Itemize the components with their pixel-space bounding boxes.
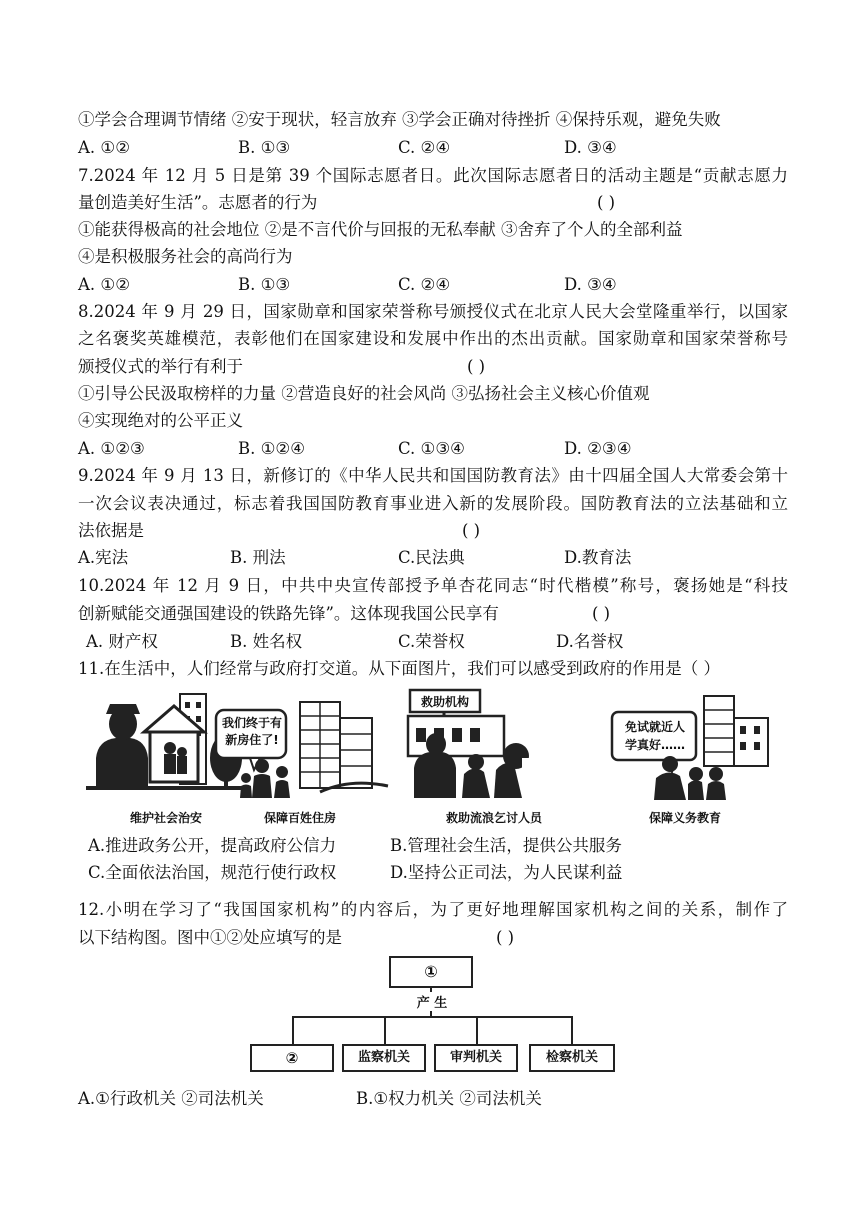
q12-stem-line2: 以下结构图。图中①②处应填写的是 ( ) (78, 926, 788, 950)
q10-answer-paren[interactable]: ( ) (592, 604, 611, 623)
q7-options (78, 273, 798, 297)
state-organs-chart (250, 956, 615, 1072)
q11-option-d[interactable]: D.坚持公正司法，为人民谋利益 (390, 863, 623, 882)
q10-stem-line2: 创新赋能交通强国建设的铁路先锋”。这体现我国公民享有 ( ) (78, 602, 788, 626)
q10-option-b[interactable]: B. 姓名权 (230, 632, 303, 651)
q9-stem-line3: 法依据是 ( ) (78, 519, 788, 543)
box-supervisory: 监察机关 (342, 1044, 426, 1072)
q11-illustration (86, 688, 776, 826)
q12-answer-paren[interactable]: ( ) (496, 928, 515, 947)
connector-line (571, 1016, 573, 1044)
q9-answer-paren[interactable]: ( ) (462, 521, 481, 540)
q7-stem-line2: 量创造美好生活”。志愿者的行为 ( ) (78, 191, 788, 215)
panel-housing (210, 688, 390, 826)
q12-option-a[interactable]: A.①行政机关 ②司法机关 (78, 1089, 264, 1108)
top-box-1: ① (389, 956, 473, 988)
produce-label: 产 生 (400, 992, 464, 1011)
q6-option-b[interactable]: B. ①③ (238, 138, 291, 157)
panel-caption: 保障义务教育 (648, 811, 721, 825)
q7-stem-line1: 7.2024 年 12 月 5 日是第 39 个国际志愿者日。此次国际志愿者日的活动主题是“贡献志愿力 (78, 166, 788, 185)
panel-caption: 保障百姓住房 (263, 811, 336, 825)
q9-stem-line2: 一次会议表决通过，标志着我国国防教育事业进入新的发展阶段。国防教育法的立法基础和立 (78, 494, 788, 513)
connector-line (292, 1016, 294, 1044)
housing-speech-bubble: 我们终于有 新房住了! (221, 716, 282, 747)
q9-option-c[interactable]: C.民法典 (398, 548, 465, 567)
connector-line (292, 1016, 572, 1018)
q8-option-a[interactable]: A. ①②③ (78, 439, 145, 458)
q6-option-d[interactable]: D. ③④ (564, 138, 617, 157)
q6-option-a[interactable]: A. ①② (78, 138, 130, 157)
q10-option-a[interactable]: A. 财产权 (86, 632, 158, 651)
q11-stem: 11.在生活中，人们经常与政府打交道。从下面图片，我们可以感受到政府的作用是（ ） (78, 659, 720, 678)
q7-option-a[interactable]: A. ①② (78, 275, 130, 294)
box-procuratorial: 检察机关 (529, 1044, 615, 1072)
q8-stem-line1: 8.2024 年 9 月 29 日，国家勋章和国家荣誉称号颁授仪式在北京人民大会堂隆重举行，以国家 (78, 302, 788, 321)
q7-statements-line1: ①能获得极高的社会地位 ②是不言代价与回报的无私奉献 ③舍弃了个人的全部利益 (78, 220, 683, 239)
q9-stem-line1: 9.2024 年 9 月 13 日，新修订的《中华人民共和国国防教育法》由十四届全国人大常委会第十 (78, 466, 788, 485)
q8-statements-line2: ④实现绝对的公平正义 (78, 411, 243, 430)
q8-option-b[interactable]: B. ①②④ (238, 439, 305, 458)
q8-answer-paren[interactable]: ( ) (467, 357, 486, 376)
q9-option-a[interactable]: A.宪法 (78, 548, 129, 567)
q10-option-c[interactable]: C.荣誉权 (398, 632, 465, 651)
q8-option-c[interactable]: C. ①③④ (398, 439, 465, 458)
q6-option-c[interactable]: C. ②④ (398, 138, 451, 157)
q7-statements-line2: ④是积极服务社会的高尚行为 (78, 247, 293, 266)
q8-stem-line2: 之名褒奖英雄模范，表彰他们在国家建设和发展中作出的杰出贡献。国家勋章和国家荣誉称号 (78, 329, 788, 348)
q12-options (78, 1087, 798, 1111)
panel-education (594, 688, 776, 826)
q8-statements-line1: ①引导公民汲取榜样的力量 ②营造良好的社会风尚 ③弘扬社会主义核心价值观 (78, 384, 650, 403)
q9-option-b[interactable]: B. 刑法 (230, 548, 286, 567)
q8-stem-line3: 颁授仪式的举行有利于 ( ) (78, 355, 788, 379)
box-2: ② (250, 1044, 334, 1072)
q12-option-b[interactable]: B.①权力机关 ②司法机关 (356, 1089, 542, 1108)
q9-option-d[interactable]: D.教育法 (564, 548, 632, 567)
connector-line (384, 1016, 386, 1044)
panel-rescue (404, 688, 584, 826)
q10-option-d[interactable]: D.名誉权 (556, 632, 624, 651)
panel-caption: 救助流浪乞讨人员 (445, 811, 542, 825)
q10-stem-line1: 10.2024 年 12 月 9 日，中共中央宣传部授予单杏花同志“时代楷模”称号，褒扬她是“科技 (78, 576, 788, 595)
q11-option-c[interactable]: C.全面依法治国，规范行使行政权 (88, 863, 337, 882)
rescue-sign: 救助机构 (420, 695, 469, 709)
q11-option-a[interactable]: A.推进政务公开，提高政府公信力 (88, 836, 337, 855)
q12-stem-line1: 12.小明在学习了“我国国家机构”的内容后，为了更好地理解国家机构之间的关系，制作了 (78, 900, 788, 919)
q10-options (78, 630, 798, 654)
q7-option-c[interactable]: C. ②④ (398, 275, 451, 294)
q8-option-d[interactable]: D. ②③④ (564, 439, 632, 458)
q7-option-d[interactable]: D. ③④ (564, 275, 617, 294)
q7-answer-paren[interactable]: ( ) (597, 193, 616, 212)
education-speech-bubble: 免试就近人 学真好…… (624, 720, 685, 752)
q9-options (78, 546, 798, 570)
q11-options-row1 (78, 834, 798, 858)
panel-caption: 维护社会治安 (129, 811, 202, 825)
connector-line (476, 1016, 478, 1044)
q11-options-row2 (78, 861, 798, 885)
q11-option-b[interactable]: B.管理社会生活，提供公共服务 (390, 836, 622, 855)
q6-options (78, 136, 798, 160)
box-judicial: 审判机关 (434, 1044, 518, 1072)
q8-options (78, 437, 798, 461)
q7-option-b[interactable]: B. ①③ (238, 275, 291, 294)
q6-statements: ①学会合理调节情绪 ②安于现状，轻言放弃 ③学会正确对待挫折 ④保持乐观，避免失败 (78, 110, 721, 129)
